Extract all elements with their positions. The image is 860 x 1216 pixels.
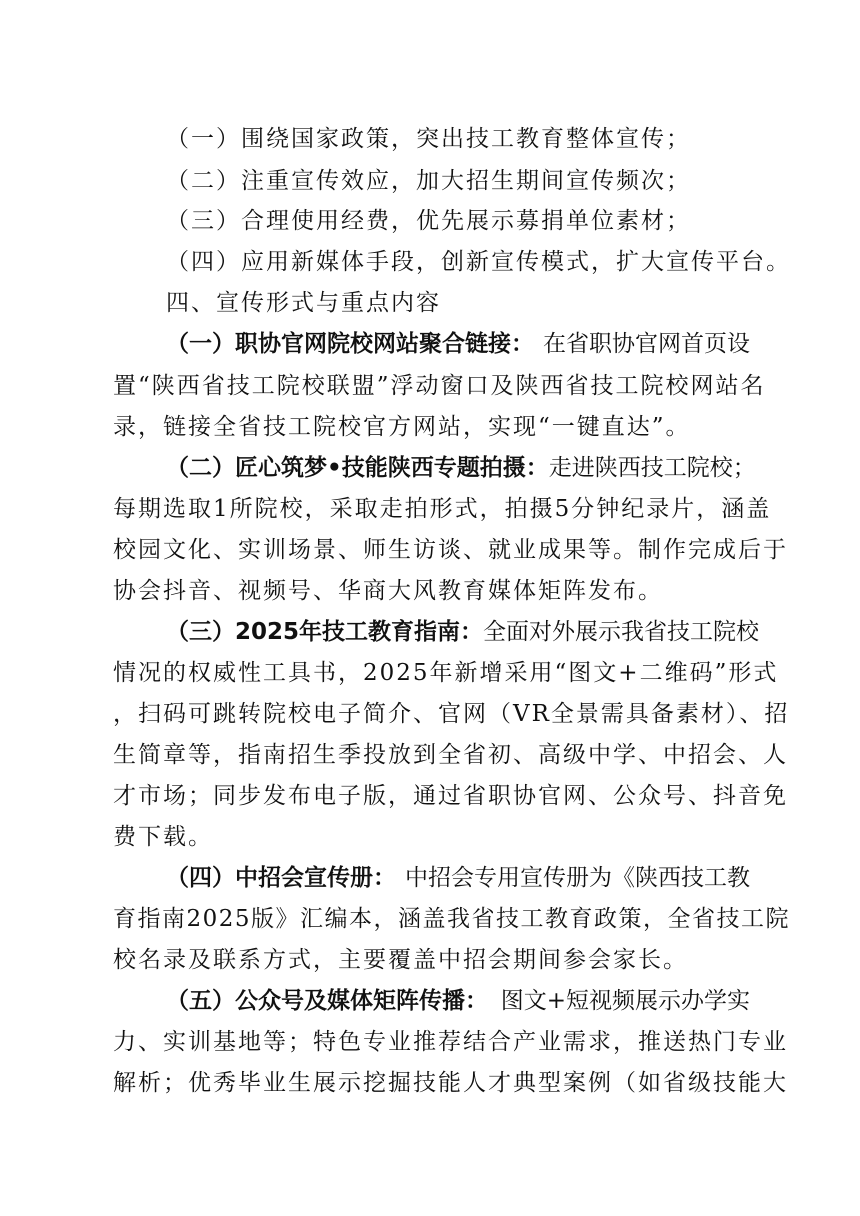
item-3-title: （三）2025年技工教育指南： xyxy=(166,619,484,645)
item-5-line-1: 力、实训基地等；特色专业推荐结合产业需求，推送热门专业 xyxy=(113,1029,788,1055)
item-2-first-line xyxy=(166,453,756,483)
item-3-line-2: ，扫码可跳转院校电子简介、官网（VR全景需具备素材）、招 xyxy=(113,701,790,727)
item-5-title: （五）公众号及媒体矩阵传播： xyxy=(166,988,488,1014)
section-heading: 四、宣传形式与重点内容 xyxy=(166,290,441,316)
item-5-line-0: 图文+短视频展示办学实 xyxy=(500,988,750,1014)
item-2-line-2: 校园文化、实训场景、师生访谈、就业成果等。制作完成后于 xyxy=(113,537,788,563)
item-3-line-1: 情况的权威性工具书，2025年新增采用“图文+二维码”形式 xyxy=(113,660,779,686)
item-5-line-2: 解析；优秀毕业生展示挖掘技能人才典型案例（如省级技能大 xyxy=(113,1070,788,1096)
item-2-line-0: 走进陕西技工院校； xyxy=(548,455,756,481)
item-4-first-line xyxy=(166,863,750,893)
item-3-line-0: 全面对外展示我省技工院校 xyxy=(483,619,760,645)
principle-4: （四）应用新媒体手段，创新宣传模式，扩大宣传平台。 xyxy=(166,249,791,275)
item-1-title: （一）职协官网院校网站聚合链接： xyxy=(166,331,534,357)
item-2-title: （二）匠心筑梦•技能陕西专题拍摄： xyxy=(166,455,549,481)
item-3-line-4: 才市场；同步发布电子版，通过省职协官网、公众号、抖音免 xyxy=(113,783,788,809)
item-4-line-1: 育指南2025版》汇编本，涵盖我省技工教育政策，全省技工院 xyxy=(113,906,791,932)
item-5-first-line xyxy=(166,986,750,1016)
item-1-line-0: 在省职协官网首页设 xyxy=(543,331,750,357)
item-3-first-line xyxy=(166,617,760,647)
item-4-line-2: 校名录及联系方式，主要覆盖中招会期间参会家长。 xyxy=(113,947,688,973)
item-3-line-5: 费下载。 xyxy=(113,824,213,850)
item-1-line-1: 置“陕西省技工院校联盟”浮动窗口及陕西省技工院校网站名 xyxy=(113,373,766,399)
item-2-line-3: 协会抖音、视频号、华商大风教育媒体矩阵发布。 xyxy=(113,578,663,604)
item-1-first-line xyxy=(166,329,750,359)
item-2-line-1: 每期选取1所院校，采取走拍形式，拍摄5分钟纪录片，涵盖 xyxy=(113,496,772,522)
item-4-title: （四）中招会宣传册： xyxy=(166,865,396,891)
principle-1: （一）围绕国家政策，突出技工教育整体宣传； xyxy=(166,126,691,152)
item-4-line-0: 中招会专用宣传册为《陕西技工教 xyxy=(405,865,750,891)
principle-3: （三）合理使用经费，优先展示募捐单位素材； xyxy=(166,208,691,234)
item-3-line-3: 生简章等，指南招生季投放到全省初、高级中学、中招会、人 xyxy=(113,742,788,768)
principle-2: （二）注重宣传效应，加大招生期间宣传频次； xyxy=(166,168,691,194)
item-1-line-2: 录，链接全省技工院校官方网站，实现“一键直达”。 xyxy=(113,414,691,440)
